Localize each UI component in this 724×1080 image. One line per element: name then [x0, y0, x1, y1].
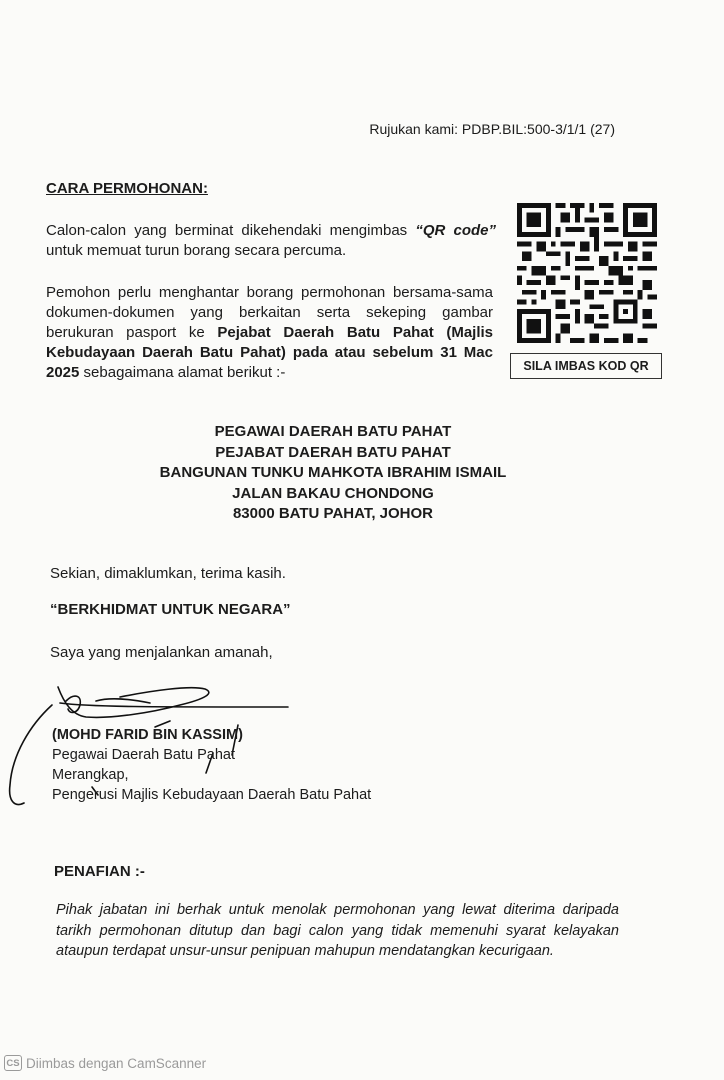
signer-block	[52, 725, 371, 805]
section-title: CARA PERMOHONAN:	[46, 180, 208, 197]
closing-line: Sekian, dimaklumkan, terima kasih.	[50, 565, 286, 582]
camscanner-logo-icon: CS	[4, 1055, 22, 1071]
address-block	[0, 422, 666, 525]
address-line-3: BANGUNAN TUNKU MAHKOTA IBRAHIM ISMAIL	[159, 464, 507, 481]
reference-number: Rujukan kami: PDBP.BIL:500-3/1/1 (27)	[369, 121, 615, 137]
address-line-2: PEJABAT DAERAH BATU PAHAT	[215, 443, 451, 461]
address-line-4: JALAN BAKAU CHONDONG	[232, 484, 434, 502]
signer-role: Pengerusi Majlis Kebudayaan Daerah Batu Pahat	[52, 787, 372, 803]
watermark-text: Diimbas dengan CamScanner	[26, 1055, 207, 1071]
signer-name: (MOHD FARID BIN KASSIM)	[52, 727, 243, 743]
qr-code-icon[interactable]	[517, 203, 657, 343]
address-line-5: 83000 BATU PAHAT, JOHOR	[232, 505, 434, 522]
trust-line: Saya yang menjalankan amanah,	[50, 644, 273, 661]
paragraph2-text-b: sebagaimana alamat berikut :-	[79, 364, 286, 381]
motto: “BERKHIDMAT UNTUK NEGARA”	[50, 601, 291, 618]
qr-caption: SILA IMBAS KOD QR	[510, 353, 662, 379]
paragraph-scan-instruction	[46, 221, 496, 261]
paragraph1-text-b: untuk memuat turun borang secara percuma.	[46, 242, 347, 259]
camscanner-watermark	[4, 1055, 206, 1071]
address-line-1: PEGAWAI DAERAH BATU PAHAT	[214, 423, 452, 440]
paragraph1-text-a: Calon-calon yang berminat dikehendaki mengimbas	[46, 222, 416, 239]
paragraph2-bold: Pejabat Daerah Batu Pahat (Majlis Kebudayaan Daerah Batu Pahat) pada atau sebelum 31 Mac 2025	[46, 324, 494, 381]
paragraph-submission	[46, 283, 493, 383]
signer-title: Pegawai Daerah Batu Pahat	[52, 747, 235, 763]
disclaimer-text: Pihak jabatan ini berhak untuk menolak permohonan yang lewat diterima daripada tarikh permohonan ditutup dan bagi calon yang tidak memenuhi syarat kelayakan ataupun terdapat unsur-unsur penipuan mahupun mendatangkan kecurigaan.	[56, 902, 619, 959]
disclaimer-title: PENAFIAN :-	[54, 863, 145, 880]
qr-code-emphasis: “QR code”	[415, 222, 496, 239]
signer-cum: Merangkap,	[52, 767, 129, 783]
paragraph2-text-a: Pemohon perlu menghantar borang permohonan bersama-sama dokumen-dokumen yang berkaitan serta sekeping gambar berukuran pasport ke	[46, 284, 493, 341]
